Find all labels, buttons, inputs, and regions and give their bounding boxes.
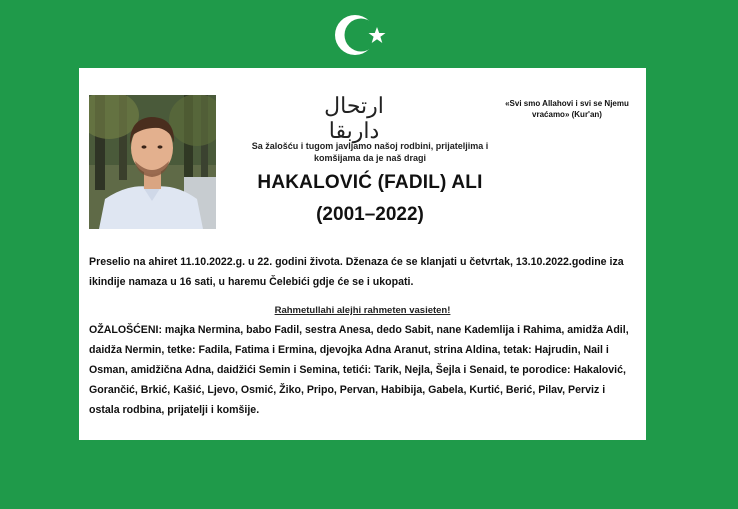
prayer-line: Rahmetullahi alejhi rahmeten vasieten! (274, 305, 451, 316)
life-years: (2001–2022) (316, 204, 424, 225)
deceased-name: HAKALOVIĆ (FADIL) ALI (257, 172, 483, 193)
obituary-card (79, 68, 646, 440)
funeral-announcement: Preselio na ahiret 11.10.2022.g. u 22. godini života. Dženaza će se klanjati u četvrtak, 13.10.2022.godine iza ikindije namaza u 16 sati, u haremu Čelebići gdje će se i ukopati. (89, 256, 624, 288)
quran-quote: «Svi smo Allahovi i svi se Njemu vraćamo» (Kur'an) (505, 99, 629, 119)
intro-text: Sa žalošću i tugom javljamo našoj rodbini, prijateljima i komšijama da je naš dragi (251, 141, 489, 163)
portrait-photo (89, 95, 216, 229)
crescent-star-icon (333, 10, 389, 60)
mourners-list: OŽALOŠĆENI: majka Nermina, babo Fadil, sestra Anesa, dedo Sabit, nane Kademlija i Rahima, amidža Adil, daidža Nermin, tetke: Fadila, Fatima i Ermina, djevojka Adna Aranut, strina Aldina, tetak: Hajrudin, Nail i Osman, amidžična Adna, daidžići Semin i Semina, tetići: Tarik, Nejla, Šejla i Senaid, te porodice: Hakalović, Gorančić, Brkić, Kašić, Ljevo, Osmić, Žiko, Pripo, Pervan, Habibija, Gabela, Kurtić, Berić, Pilav, Perviz i ostala rodbina, prijatelji i komšije. (89, 324, 629, 416)
arabic-calligraphy: ارتحال داربقا (324, 94, 384, 144)
